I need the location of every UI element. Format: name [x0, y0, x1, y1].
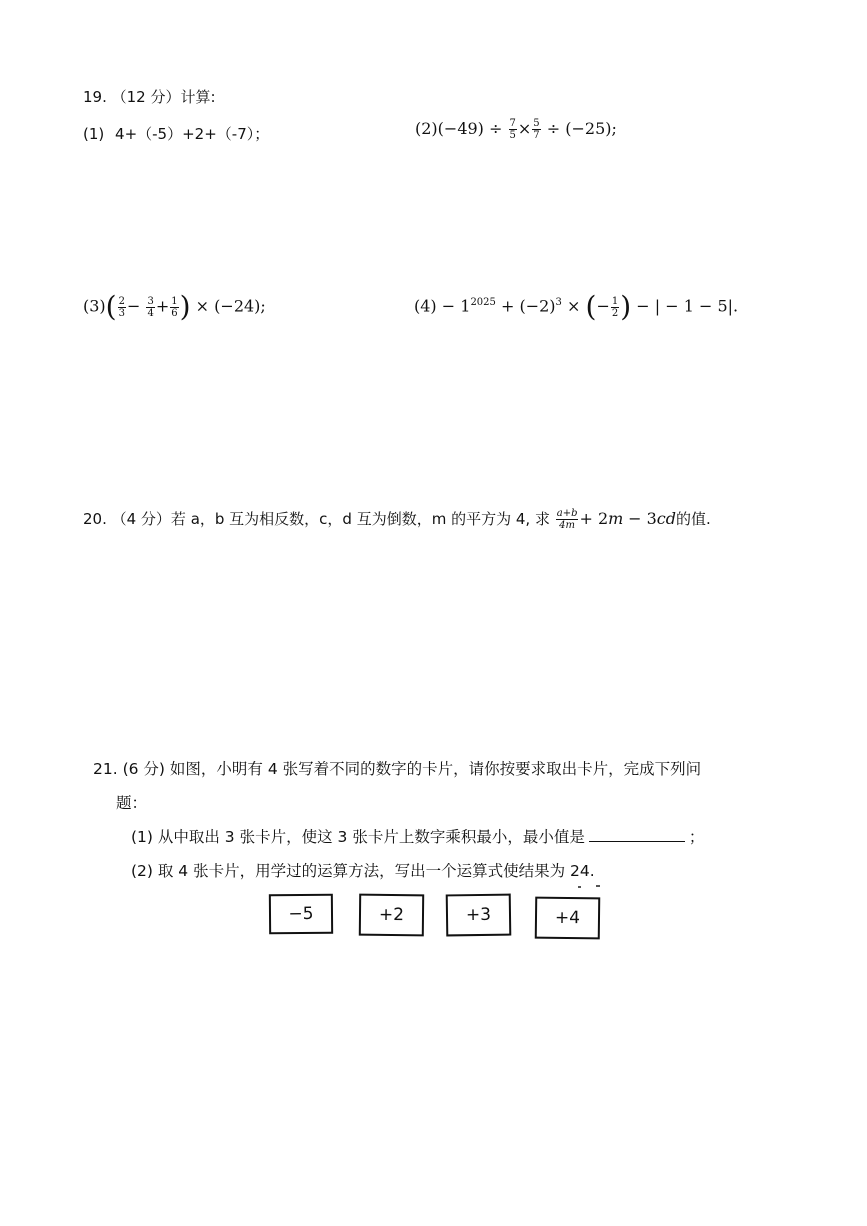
- q21-sub1-end: ；: [688, 828, 705, 846]
- q20-var-m: m: [608, 509, 624, 528]
- q21-sub2: (2) 取 4 张卡片，用学过的运算方法，写出一个运算式使结果为 24.: [131, 862, 595, 880]
- q20-expr-plus: + 2: [579, 509, 609, 528]
- q19-part4-label: (4): [414, 296, 437, 316]
- left-paren-icon: (: [585, 290, 597, 323]
- number-card: +3: [446, 894, 512, 937]
- q19-part1-expression: 4+（-5）+2+（-7）；: [115, 125, 270, 143]
- q21-heading-continued: 题：: [116, 794, 148, 812]
- q19-part4-exponent2: 3: [555, 297, 562, 309]
- right-paren-icon: ): [620, 290, 632, 323]
- q19-part4-times: ×: [567, 296, 581, 316]
- q20-heading: 20. （4 分）若 a，b 互为相反数，c，d 互为倒数，m 的平方为 4, 求: [83, 510, 550, 528]
- q19-part4: [414, 290, 739, 323]
- number-card: +2: [359, 894, 424, 937]
- q19-part4-suffix: − | − 1 − 5|.: [636, 296, 739, 316]
- q19-part3-plus: +: [155, 296, 170, 316]
- q19-part3-minus: −: [126, 296, 141, 316]
- q20-var-cd: cd: [656, 509, 676, 528]
- q19-part3-label: (3): [83, 296, 106, 316]
- number-card: +4: [535, 897, 601, 940]
- q21-heading: 21. (6 分) 如图，小明有 4 张写着不同的数字的卡片，请你按要求取出卡片，完成下列问: [93, 760, 702, 778]
- q19-part2-fraction1: $\frac{7}{5}$: [509, 118, 516, 141]
- q20-fraction: $\frac{a+b}{4m}$: [556, 508, 578, 531]
- q19-part1: [83, 123, 269, 144]
- q21-sub1-text: (1) 从中取出 3 张卡片，使这 3 张卡片上数字乘积最小，最小值是: [131, 828, 585, 846]
- number-card: −5: [269, 894, 333, 935]
- q20: [83, 508, 711, 531]
- q19-part2: [415, 118, 617, 141]
- q19-part4-term2: + (−2): [500, 296, 556, 316]
- speck-mark: [578, 886, 581, 888]
- left-paren-icon: (: [105, 290, 117, 323]
- speck-mark: [596, 885, 600, 887]
- q19-part2-label: (2): [415, 119, 438, 138]
- q21-sub1: [131, 825, 704, 847]
- q19-part4-negative: −: [596, 296, 610, 316]
- q19-part2-prefix: (−49) ÷: [437, 119, 503, 138]
- q19-part1-label: (1): [83, 125, 105, 143]
- q19-part2-fraction2: $\frac{5}{7}$: [533, 118, 540, 141]
- q19-part3-fraction1: $\frac{2}{3}$: [118, 295, 125, 319]
- q19-heading: 19. （12 分）计算:: [83, 88, 216, 106]
- q19-part2-times: ×: [517, 119, 532, 138]
- q19-part3-fraction3: $\frac{1}{6}$: [171, 295, 178, 319]
- q20-tail: 的值.: [675, 510, 711, 528]
- q20-expr-minus: − 3: [628, 509, 657, 528]
- q19-part2-suffix: ÷ (−25);: [546, 119, 617, 138]
- q19-part4-term1: − 1: [441, 296, 471, 316]
- q19-part4-exponent1: 2025: [470, 297, 496, 309]
- right-paren-icon: ): [179, 290, 191, 323]
- q19-part3-suffix: × (−24);: [195, 296, 266, 316]
- q19-part3-fraction2: $\frac{3}{4}$: [147, 295, 154, 319]
- q19-part4-fraction: $\frac{1}{2}$: [611, 295, 619, 319]
- answer-blank[interactable]: [589, 827, 685, 842]
- q19-part3: [83, 290, 266, 323]
